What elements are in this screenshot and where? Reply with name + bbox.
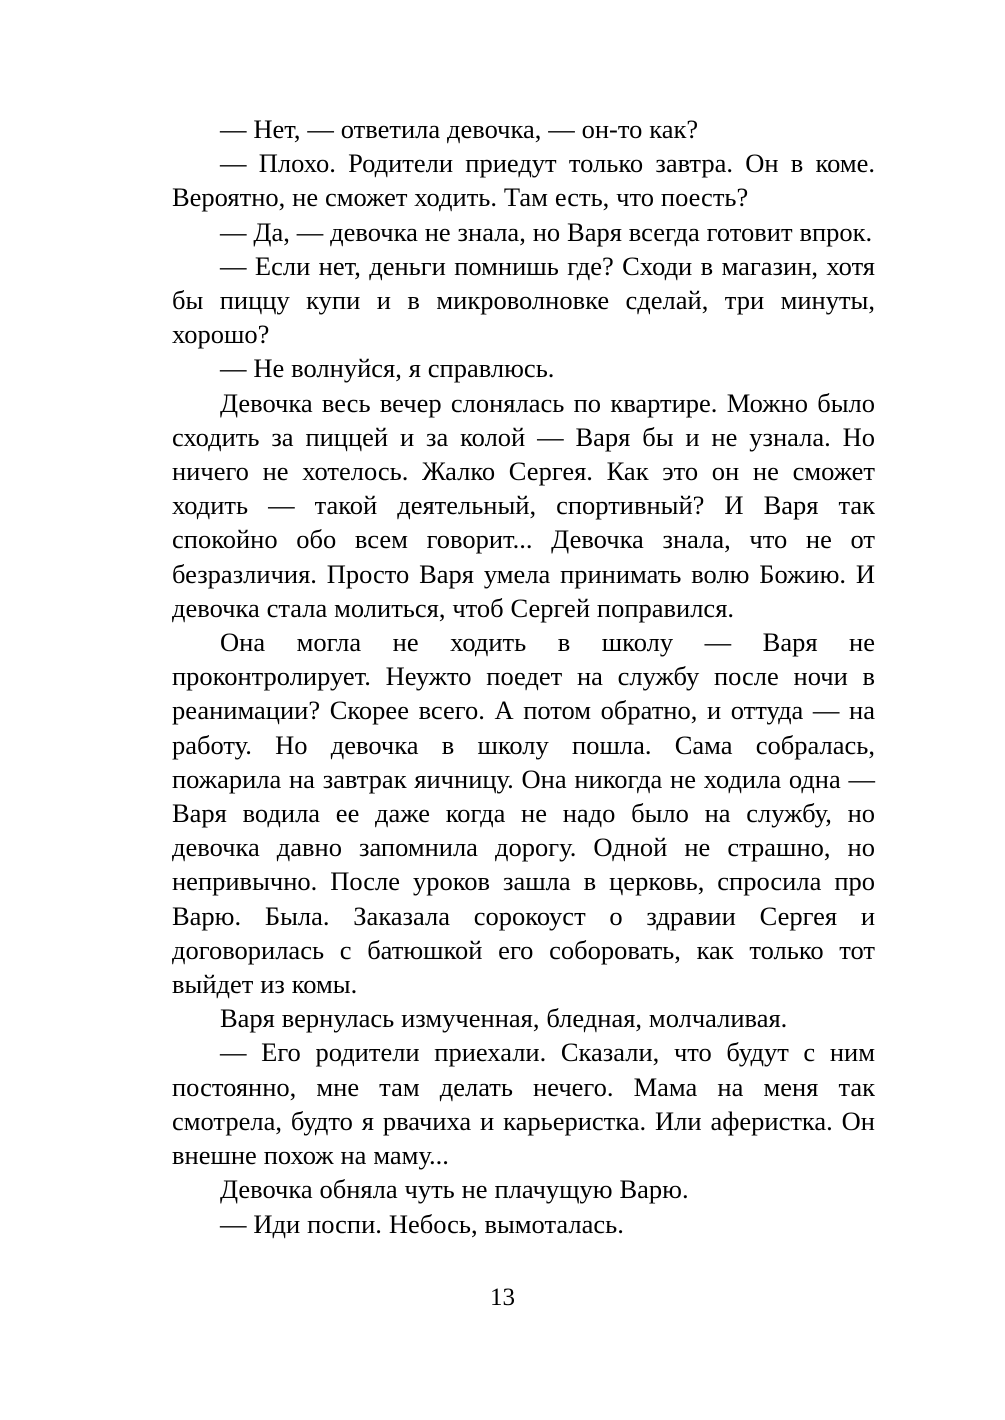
paragraph: Девочка обняла чуть не плачущую Варю. (220, 1174, 689, 1205)
paragraph: — Не волнуйся, я справлюсь. (220, 353, 555, 384)
paragraph: — Иди поспи. Небось, вымоталась. (220, 1208, 624, 1239)
paragraph: — Если нет, деньги помнишь где? Сходи в магазин, хотя бы пиццу купи и в микроволновке сделай, три минуты, хорошо? (172, 250, 875, 350)
paragraph: — Да, — девочка не знала, но Варя всегда готовит впрок. (220, 216, 873, 247)
body-text (172, 112, 875, 1241)
paragraph: Варя вернулась измученная, бледная, молчаливая. (220, 1003, 788, 1034)
paragraph: Девочка весь вечер слонялась по квартире. Можно было сходить за пиццей и за колой — Варя бы и не узнала. Но ничего не хотелось. Жалко Сергея. Как это он не сможет ходить — такой деятельный, спортивный? И Варя так спокойно обо всем говорит... Девочка знала, что не от безразличия. Просто Варя умела принимать волю Божию. И девочка стала молиться, чтоб Сергей поправился. (172, 387, 875, 623)
paragraph: — Его родители приехали. Сказали, что будут с ним постоянно, мне там делать нечего. Мама на меня так смотрела, будто я рвачиха и карьеристка. Или аферистка. Он внешне похож на маму... (172, 1037, 875, 1171)
page-number: 13 (490, 1284, 515, 1311)
paragraph: — Нет, — ответила девочка, — он-то как? (220, 114, 699, 144)
paragraph: Она могла не ходить в школу — Варя не проконтролирует. Неужто поедет на службу после ночи в реанимации? Скорее всего. А потом обратно, и оттуда — на работу. Но девочка в школу пошла. Сама собралась, пожарила на завтрак яичницу. Она никогда не ходила одна — Варя водила ее даже когда не надо было на службу, но девочка давно запомнила дорогу. Одной не страшно, но непривычно. После уроков зашла в церковь, спросила про Варю. Была. Заказала сорокоуст о здравии Сергея и договорилась с батюшкой его соборовать, как только тот выйдет из комы. (172, 627, 875, 1000)
paragraph: — Плохо. Родители приедут только завтра. Он в коме. Вероятно, не сможет ходить. Там есть, что поесть? (172, 148, 875, 213)
